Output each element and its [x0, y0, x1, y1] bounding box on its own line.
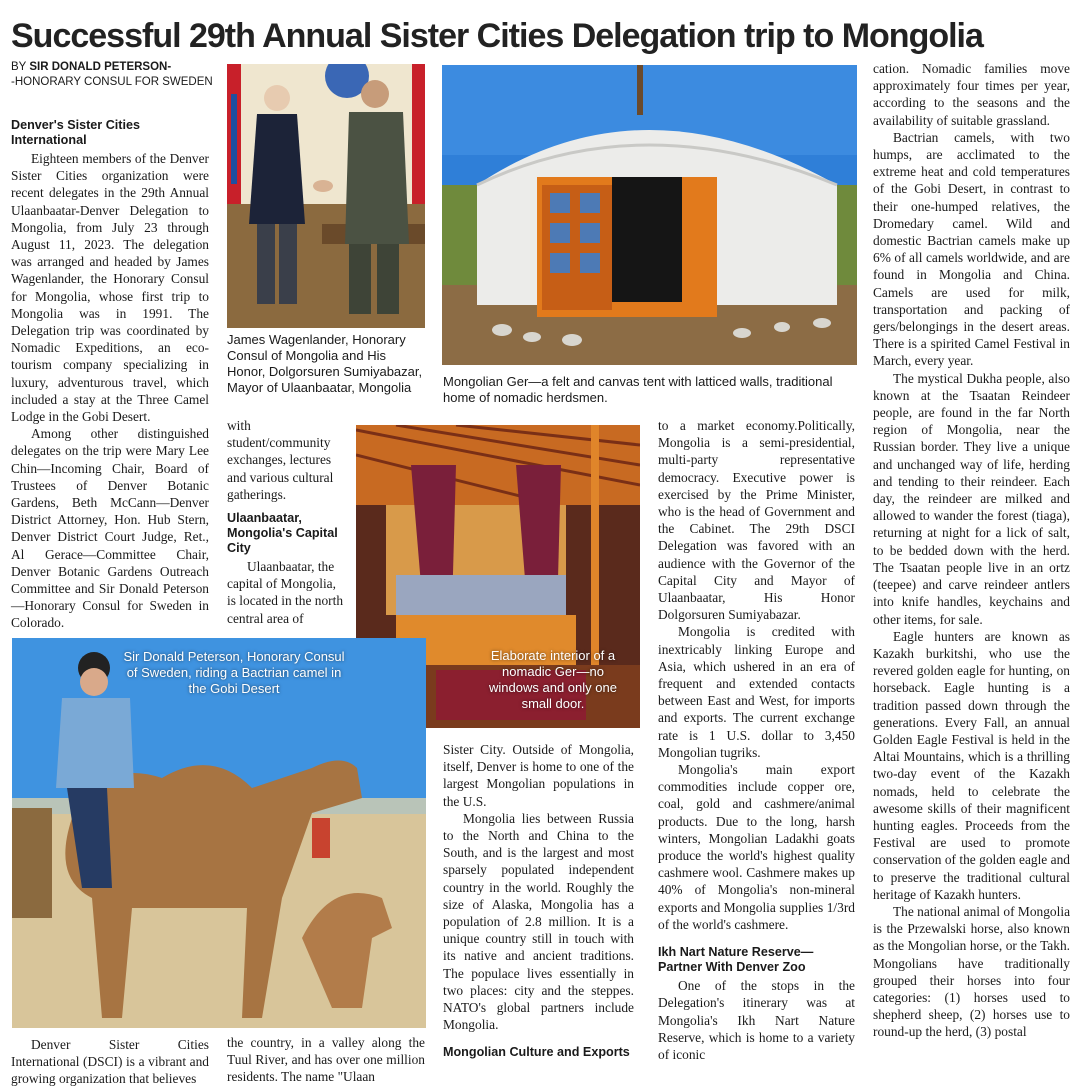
paragraph: to a market economy.Politically, Mongolia is a semi-presidential, multi-party representative democracy. Executive power is exercised by the Prime Minister, who is the head of Government and the Cabinet. The 29th DSCI Delegation was favored with an audience with the Governor of the Capital City and Mayor of Ulaanbaatar, His Honor Dolgorsuren Sumiyabazar.: [658, 418, 855, 623]
byline: [11, 60, 221, 90]
photo-ger: [442, 65, 857, 365]
paragraph: Eighteen members of the Denver Sister Cities organization were recent delegates in the 29th Annual Ulaanbaatar-Denver Delegation to Mongolia, from July 23 through August 11, 2023. The delegation was arranged and headed by James Wagenlander, the Honorary Consul for Mongolia, whose first trip to Mongolia was in 1991. The Delegation trip was coordinated by Nomadic Expeditions, an eco-tourism company specializing in luxury, adventurous travel, which included a stay at the Three Camel Lodge in the Gobi Desert.: [11, 151, 209, 425]
paragraph: Denver Sister Cities International (DSCI) is a vibrant and growing organization that believes: [11, 1037, 209, 1087]
paragraph: Bactrian camels, with two humps, are acclimated to the extreme heat and cold temperatures of the Gobi Desert, in contrast to their one-humped relatives, the Dromedary camel. Wild and domestic Bactrian camels make up 6% of all camels worldwide, and are found in Mongolia and China. Camels are used for milk, transportation and packing of gers/belongings in the desert areas. There is a spirited Camel Festival in March, every year.: [873, 129, 1070, 369]
paragraph: Eagle hunters are known as Kazakh burkitshi, who use the revered golden eagle for hunting, on horseback. Eagle hunting is a tradition passed down through the generations. Every Fall, an annual Golden Eagle Festival is held in the Altai Mountains, which is a thrilling two-day event of the Kazakh nomads, held to celebrate the awesome skills of their magnificent hunting eagles. Proceeds from the Festival are used to promote conservation of the golden eagle and to preserve the traditional cultural heritage of Kazakh hunters.: [873, 628, 1070, 902]
byline-title: -HONORARY CONSUL FOR SWEDEN: [11, 76, 213, 88]
paragraph: Sister City. Outside of Mongolia, itself, Denver is home to one of the largest Mongolian populations in the U.S.: [443, 742, 634, 809]
paragraph: The mystical Dukha people, also known at the Tsaatan Reindeer people, are found in the far North region of Mongolia, near the Russian border. They live a unique and unchanged way of life, herding and tending to their reindeer. Each day, the reindeer are milked and allowed to wander the forest (tiaga), returning at night for a lick of salt, to be bedded down with the herd. The Tsaatan people live in an ortz (teepee) and carve reindeer antlers into knife handles, keychains and other items, for sale.: [873, 370, 1070, 627]
paragraph: the country, in a valley along the Tuul River, and has over one million residents. The name "Ulaan: [227, 1035, 425, 1085]
section-heading-ulaanbaatar: Ulaanbaatar, Mongolia's Capital City: [227, 511, 338, 556]
column-1: [11, 116, 209, 632]
paragraph: Mongolia is credited with inextricably linking Europe and Asia, which ushered in an era of frequent and extended contacts between East and West, for imports and exports. The current exchange rate is 1 U.S. dollar to 3,450 Mongolian tugriks.: [658, 624, 855, 760]
section-heading-ikh-nart: Ikh Nart Nature Reserve—Partner With Denver Zoo: [658, 945, 814, 975]
headline: Successful 29th Annual Sister Cities Delegation trip to Mongolia: [11, 17, 983, 55]
paragraph: Among other distinguished delegates on the trip were Mary Lee Chin—Incoming Chair, Board of Trustees of Denver Botanic Gardens, Beth McCann—Denver District Attorney, Hon. Hub Stern, Denver District Court Judge, Ret., Al Gerace—Committee Chair, Denver Botanic Gardens Outreach Committee and Sir Donald Peterson—Honorary Consul for Sweden in Colorado.: [11, 426, 209, 631]
caption-interior: Elaborate interior of a nomadic Ger—no windows and only one small door.: [489, 648, 617, 711]
column-2-bottom: [227, 1034, 425, 1086]
paragraph: Mongolia lies between Russia to the North and China to the South, and is the largest and most sparsely populated independent country in the world. Roughly the size of Alaska, Mongolia has a population of 2.8 million. It is a unique country still in touch with its native and ancient traditions. The populace lives essentially in two places: city and the steppes. NATO's global partners include Mongolia.: [443, 810, 634, 1033]
column-3: [443, 741, 634, 1062]
column-5: [873, 60, 1070, 1041]
section-heading-culture-exports: Mongolian Culture and Exports: [443, 1045, 630, 1060]
photo-handshake: [227, 64, 425, 328]
paragraph: cation. Nomadic families move approximately four times per year, according to the seasons and the availability of suitable grassland.: [873, 61, 1070, 128]
paragraph: with student/community exchanges, lectures and various cultural gatherings.: [227, 418, 334, 502]
paragraph: Ulaanbaatar, the capital of Mongolia, is located in the north central area of: [227, 559, 344, 626]
caption-ger: Mongolian Ger—a felt and canvas tent with latticed walls, traditional home of nomadic herdsmen.: [443, 374, 833, 405]
byline-prefix: BY: [11, 61, 30, 73]
paragraph: The national animal of Mongolia is the Przewalski horse, also known as the Mongolian horse, or the Takh. Mongolians have traditionally grouped their horses into four categories: (1) horses used to shepherd sheep, (2) horses use to round-up the herd, (3) postal: [873, 903, 1071, 1040]
handshake-image: [227, 64, 425, 328]
paragraph: One of the stops in the Delegation's itinerary was at Mongolia's Ikh Nart Nature Reserve, which is home to a variety of iconic: [658, 978, 855, 1062]
column-2: [227, 417, 345, 627]
column-4: [658, 417, 855, 1063]
section-heading-sister-cities: Denver's Sister Cities International: [11, 118, 140, 147]
byline-author: SIR DONALD PETERSON-: [29, 61, 172, 73]
ger-image: [442, 65, 857, 365]
caption-handshake: James Wagenlander, Honorary Consul of Mongolia and His Honor, Dolgorsuren Sumiyabazar, Mayor of Ulaanbaatar, Mongolia: [227, 332, 423, 395]
paragraph: Mongolia's main export commodities include copper ore, coal, gold and cashmere/animal products. Due to the long, harsh winters, Mongolian Ladakhi goats produce the world's highest quality cashmere wool. Cashmere makes up 40% of Mongolia's non-mineral exports and Mongolia supplies 1/3rd of the world's cashmere.: [658, 762, 855, 932]
caption-camel: Sir Donald Peterson, Honorary Consul of Sweden, riding a Bactrian camel in the Gobi Desert: [123, 649, 345, 696]
